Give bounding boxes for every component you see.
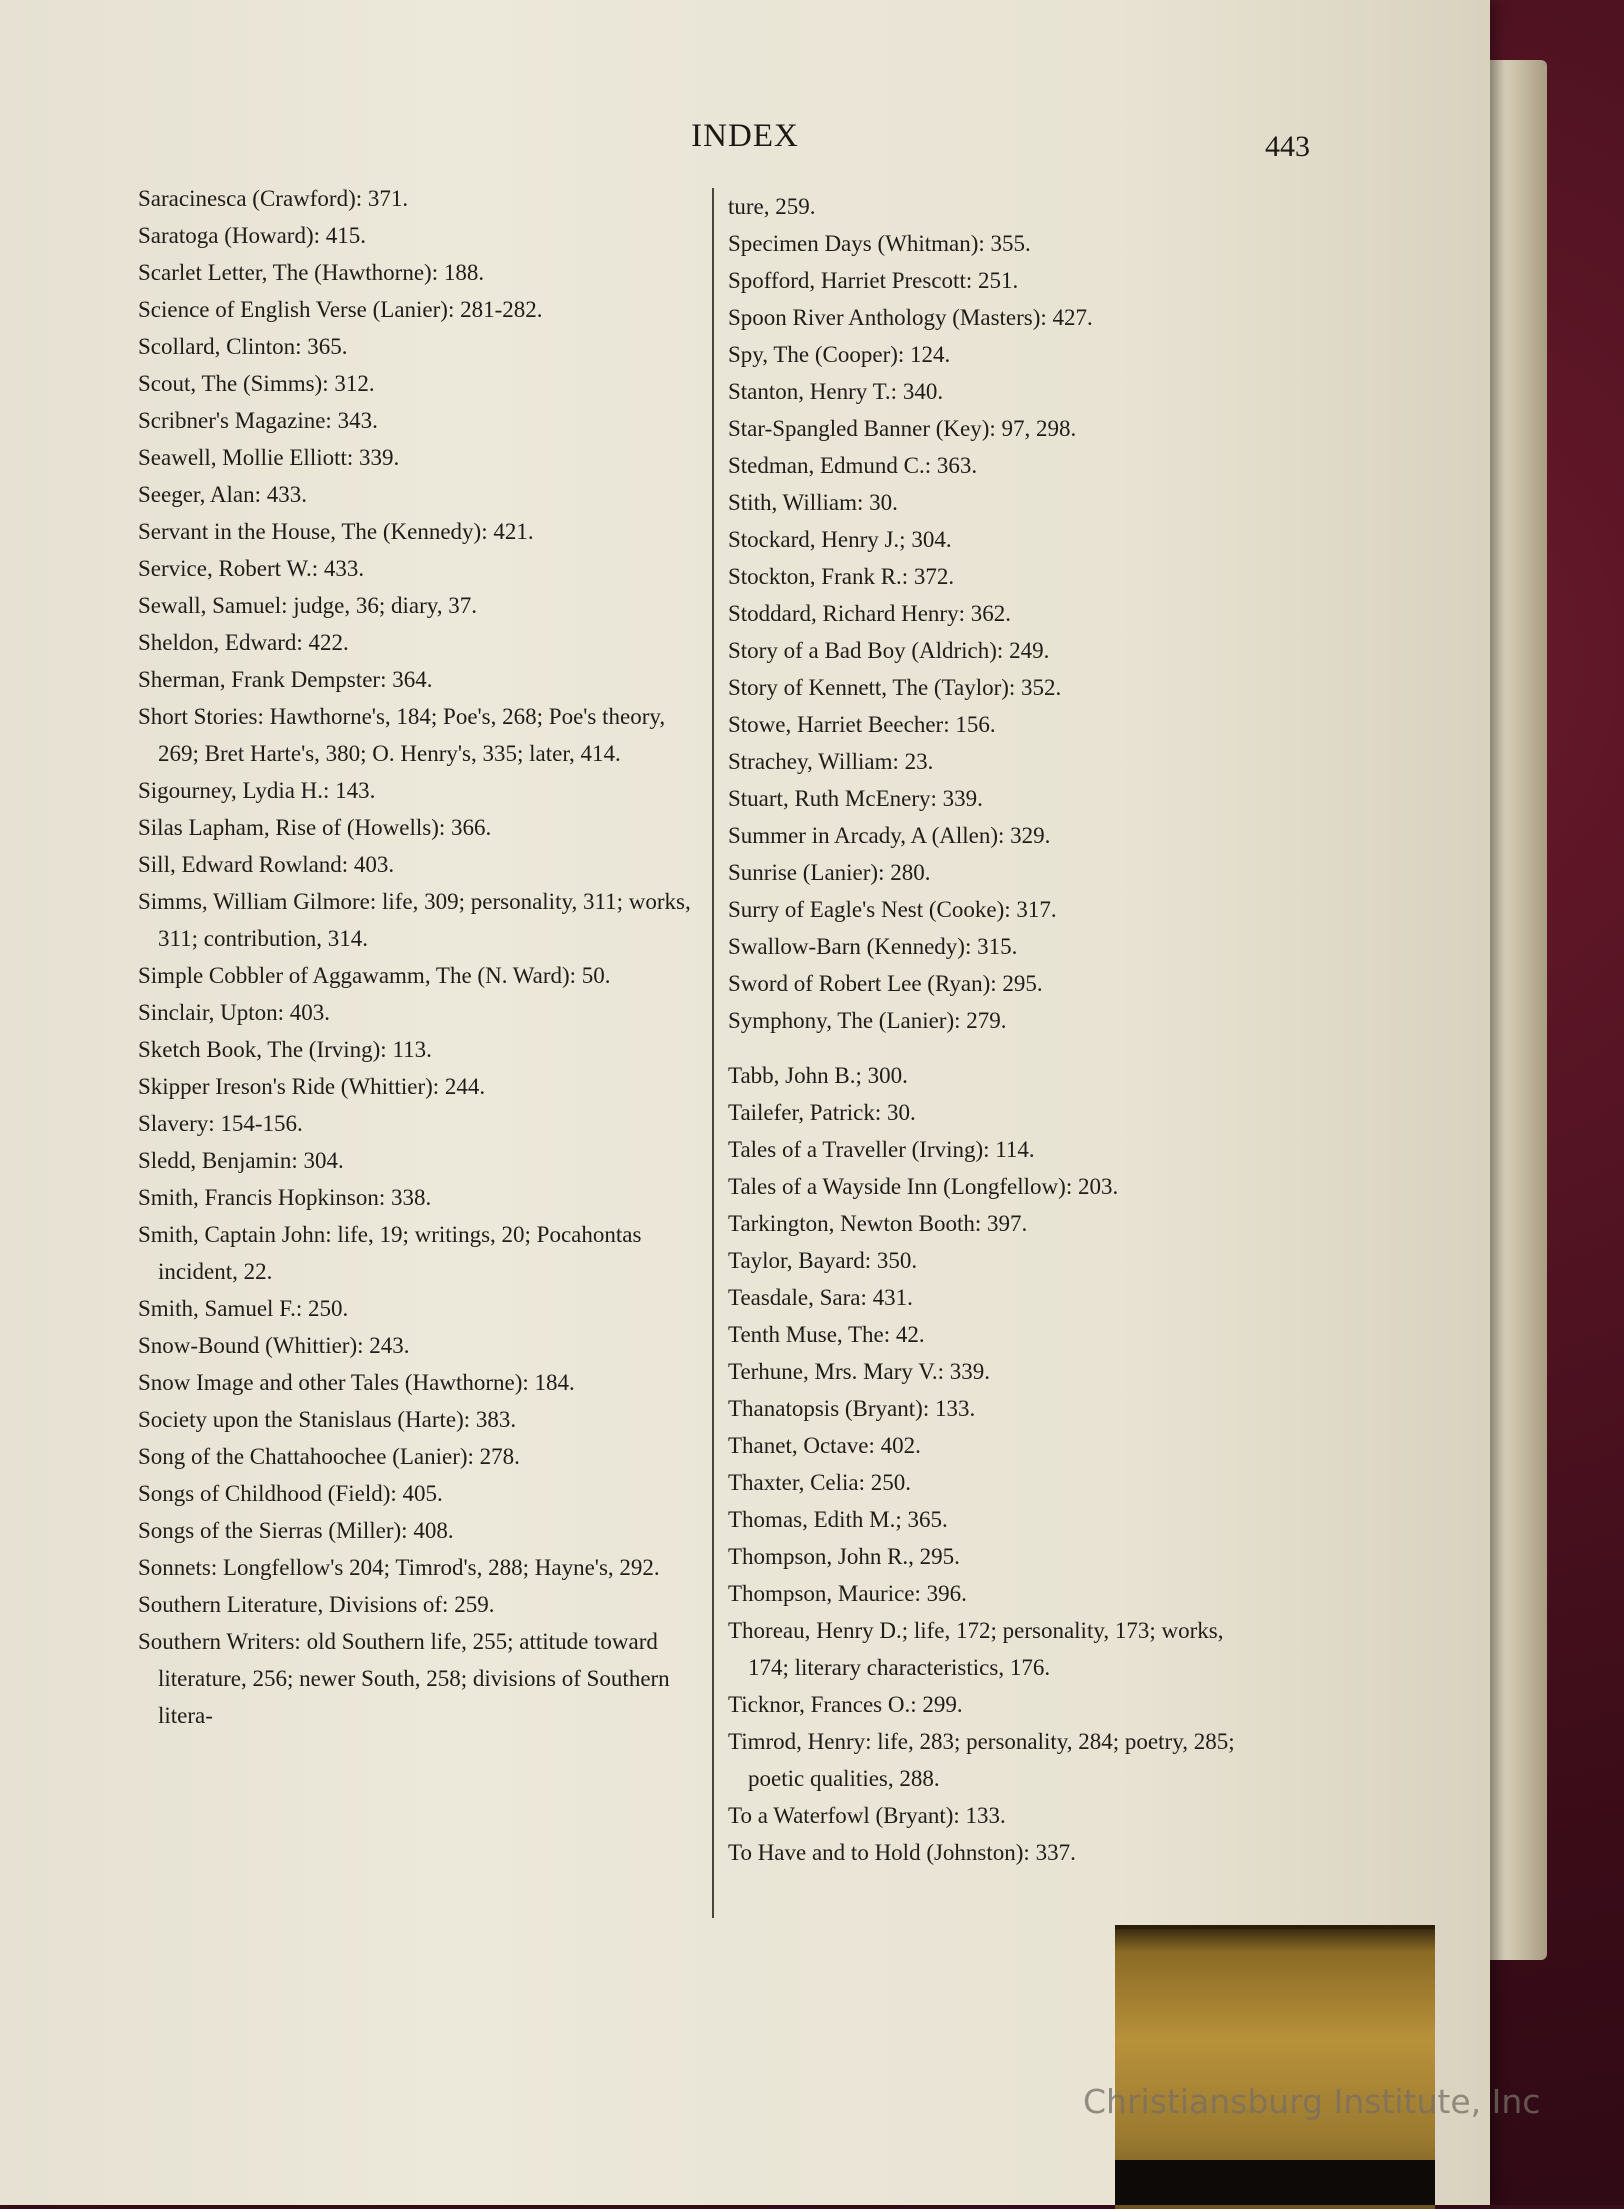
index-entry: Taylor, Bayard: 350. [728, 1248, 918, 1273]
index-entry: Sonnets: Longfellow's 204; Timrod's, 288; Hayne's, 292. [138, 1555, 660, 1580]
index-entry: Stoddard, Richard Henry: 362. [728, 601, 1011, 626]
index-entry: Sherman, Frank Dempster: 364. [138, 667, 433, 692]
index-entry: Thanet, Octave: 402. [728, 1433, 921, 1458]
index-entry: Ticknor, Frances O.: 299. [728, 1692, 963, 1717]
index-entry: Tales of a Wayside Inn (Longfellow): 203. [728, 1174, 1119, 1199]
index-entry: Thoreau, Henry D.; life, 172; personality, 173; works, 174; literary characteristics, 176. [728, 1618, 1224, 1680]
index-entry: Surry of Eagle's Nest (Cooke): 317. [728, 897, 1057, 922]
stand-base [1115, 2160, 1435, 2205]
index-entry: Sledd, Benjamin: 304. [138, 1148, 344, 1173]
index-entry: Sheldon, Edward: 422. [138, 630, 349, 655]
index-entry: Sewall, Samuel: judge, 36; diary, 37. [138, 593, 477, 618]
index-entry: Stockton, Frank R.: 372. [728, 564, 955, 589]
index-column-left [138, 180, 698, 1734]
index-entry: Stockard, Henry J.; 304. [728, 527, 952, 552]
index-entry: Thomas, Edith M.; 365. [728, 1507, 948, 1532]
index-entry: Sinclair, Upton: 403. [138, 1000, 331, 1025]
index-entry: ture, 259. [728, 194, 816, 219]
index-entry: To a Waterfowl (Bryant): 133. [728, 1803, 1006, 1828]
index-entry: Strachey, William: 23. [728, 749, 934, 774]
index-entry: Southern Writers: old Southern life, 255; attitude toward literature, 256; newer South, 258; divisions of Southern litera- [138, 1629, 670, 1728]
index-entry: Symphony, The (Lanier): 279. [728, 1008, 1007, 1033]
index-entry: Summer in Arcady, A (Allen): 329. [728, 823, 1051, 848]
index-entry: Tenth Muse, The: 42. [728, 1322, 925, 1347]
index-entry: Servant in the House, The (Kennedy): 421. [138, 519, 534, 544]
index-entry: Seawell, Mollie Elliott: 339. [138, 445, 400, 470]
index-entry: Teasdale, Sara: 431. [728, 1285, 913, 1310]
index-entry: Swallow-Barn (Kennedy): 315. [728, 934, 1018, 959]
index-entry: Tailefer, Patrick: 30. [728, 1100, 916, 1125]
watermark: Christiansburg Institute, Inc [1083, 2082, 1541, 2121]
index-entry: Service, Robert W.: 433. [138, 556, 365, 581]
index-entry: Simple Cobbler of Aggawamm, The (N. Ward): 50. [138, 963, 611, 988]
index-entry: Stowe, Harriet Beecher: 156. [728, 712, 996, 737]
index-entry: Thanatopsis (Bryant): 133. [728, 1396, 976, 1421]
index-entry: Songs of Childhood (Field): 405. [138, 1481, 443, 1506]
index-entry: To Have and to Hold (Johnston): 337. [728, 1840, 1076, 1865]
index-entry: Scribner's Magazine: 343. [138, 408, 378, 433]
column-divider [712, 188, 714, 1918]
index-entry: Timrod, Henry: life, 283; personality, 284; poetry, 285; poetic qualities, 288. [728, 1729, 1235, 1791]
index-entry: Sigourney, Lydia H.: 143. [138, 778, 376, 803]
index-entry: Spy, The (Cooper): 124. [728, 342, 951, 367]
index-column-right [728, 188, 1268, 1871]
index-entry: Sill, Edward Rowland: 403. [138, 852, 395, 877]
index-entry: Thaxter, Celia: 250. [728, 1470, 912, 1495]
index-entry: Tarkington, Newton Booth: 397. [728, 1211, 1028, 1236]
index-entry: Sketch Book, The (Irving): 113. [138, 1037, 432, 1062]
page-title: INDEX [691, 118, 799, 154]
index-entry: Stanton, Henry T.: 340. [728, 379, 944, 404]
index-entry: Slavery: 154-156. [138, 1111, 303, 1136]
index-entry: Stedman, Edmund C.: 363. [728, 453, 978, 478]
index-entry: Stith, William: 30. [728, 490, 898, 515]
page-number: 443 [1265, 130, 1310, 163]
index-entry: Smith, Francis Hopkinson: 338. [138, 1185, 432, 1210]
index-entry: Science of English Verse (Lanier): 281-282. [138, 297, 543, 322]
index-entry: Society upon the Stanislaus (Harte): 383. [138, 1407, 517, 1432]
index-entry: Snow Image and other Tales (Hawthorne): 184. [138, 1370, 575, 1395]
index-entry: Stuart, Ruth McEnery: 339. [728, 786, 983, 811]
index-entry: Story of Kennett, The (Taylor): 352. [728, 675, 1062, 700]
index-entry: Scarlet Letter, The (Hawthorne): 188. [138, 260, 485, 285]
index-entry: Thompson, John R., 295. [728, 1544, 960, 1569]
index-entry: Story of a Bad Boy (Aldrich): 249. [728, 638, 1050, 663]
index-entry: Terhune, Mrs. Mary V.: 339. [728, 1359, 991, 1384]
index-entry: Song of the Chattahoochee (Lanier): 278. [138, 1444, 520, 1469]
index-entry: Southern Literature, Divisions of: 259. [138, 1592, 495, 1617]
index-entry: Sunrise (Lanier): 280. [728, 860, 931, 885]
index-entry: Star-Spangled Banner (Key): 97, 298. [728, 416, 1077, 441]
index-entry: Snow-Bound (Whittier): 243. [138, 1333, 410, 1358]
index-entry: Skipper Ireson's Ride (Whittier): 244. [138, 1074, 486, 1099]
index-entry: Tabb, John B.; 300. [728, 1063, 908, 1088]
index-entry: Smith, Samuel F.: 250. [138, 1296, 349, 1321]
index-entry: Sword of Robert Lee (Ryan): 295. [728, 971, 1043, 996]
index-entry: Spoon River Anthology (Masters): 427. [728, 305, 1093, 330]
index-entry: Smith, Captain John: life, 19; writings, 20; Pocahontas incident, 22. [138, 1222, 642, 1284]
index-entry: Silas Lapham, Rise of (Howells): 366. [138, 815, 492, 840]
index-entry: Tales of a Traveller (Irving): 114. [728, 1137, 1035, 1162]
index-entry: Seeger, Alan: 433. [138, 482, 307, 507]
index-entry: Saracinesca (Crawford): 371. [138, 186, 409, 211]
index-entry: Simms, William Gilmore: life, 309; personality, 311; works, 311; contribution, 314. [138, 889, 691, 951]
index-entry: Thompson, Maurice: 396. [728, 1581, 967, 1606]
index-entry: Specimen Days (Whitman): 355. [728, 231, 1031, 256]
index-entry: Scout, The (Simms): 312. [138, 371, 375, 396]
index-entry: Songs of the Sierras (Miller): 408. [138, 1518, 454, 1543]
index-entry: Short Stories: Hawthorne's, 184; Poe's, 268; Poe's theory, 269; Bret Harte's, 380; O. Henry's, 335; later, 414. [138, 704, 666, 766]
index-entry: Spofford, Harriet Prescott: 251. [728, 268, 1019, 293]
index-entry: Saratoga (Howard): 415. [138, 223, 367, 248]
index-entry: Scollard, Clinton: 365. [138, 334, 348, 359]
